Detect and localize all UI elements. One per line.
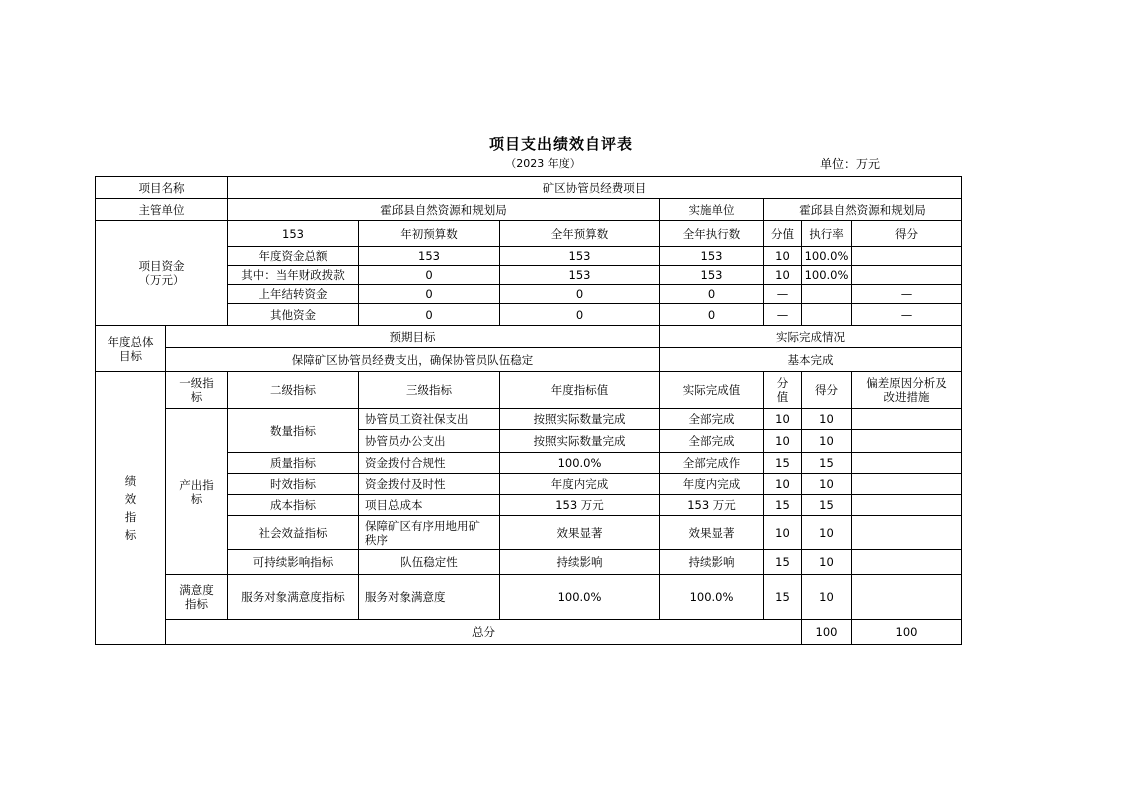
- indicator-level2: 服务对象满意度指标: [228, 575, 359, 620]
- indicator-analysis: [852, 575, 962, 620]
- indicator-analysis: [852, 453, 962, 474]
- performance-label: 绩 效 指 标: [96, 372, 166, 645]
- funds-cell: 153: [660, 247, 764, 266]
- funds-cell: —: [852, 285, 962, 304]
- indicator-level3: 项目总成本: [359, 495, 500, 516]
- funds-cell: 153: [500, 266, 660, 285]
- funds-top-left: 153: [228, 221, 359, 247]
- funds-cell: 153: [500, 247, 660, 266]
- analysis-header: 偏差原因分析及 改进措施: [852, 372, 962, 409]
- indicator-analysis: [852, 495, 962, 516]
- actual-completion-label: 实际完成情况: [660, 326, 962, 348]
- funds-header: 得分: [852, 221, 962, 247]
- indicator-level3: 协管员办公支出: [359, 430, 500, 453]
- funds-row-label: 上年结转资金: [228, 285, 359, 304]
- indicator-score-value: 15: [764, 453, 802, 474]
- goals-label: 年度总体 目标: [96, 326, 166, 372]
- indicator-level2: 时效指标: [228, 474, 359, 495]
- indicator-score: 10: [802, 409, 852, 430]
- indicator-target: 153 万元: [500, 495, 660, 516]
- funds-cell: —: [764, 285, 802, 304]
- funds-header: 分值: [764, 221, 802, 247]
- funds-cell: 153: [359, 247, 500, 266]
- indicator-score-value: 10: [764, 430, 802, 453]
- indicator-target: 按照实际数量完成: [500, 409, 660, 430]
- indicator-score: 10: [802, 430, 852, 453]
- indicator-score-value: 10: [764, 516, 802, 550]
- indicator-level3: 服务对象满意度: [359, 575, 500, 620]
- funds-row-label: 其中：当年财政拨款: [228, 266, 359, 285]
- funds-cell: [802, 285, 852, 304]
- unit-label: 单位：万元: [820, 157, 881, 171]
- expected-goal-label: 预期目标: [166, 326, 660, 348]
- indicator-actual: 100.0%: [660, 575, 764, 620]
- total-label: 总分: [166, 620, 802, 645]
- level3-header: 三级指标: [359, 372, 500, 409]
- funds-cell: —: [852, 304, 962, 326]
- funds-row-label: 年度资金总额: [228, 247, 359, 266]
- dept-value: 霍邱县自然资源和规划局: [228, 199, 660, 221]
- funds-header: 年初预算数: [359, 221, 500, 247]
- indicator-actual: 153 万元: [660, 495, 764, 516]
- indicator-actual: 效果显著: [660, 516, 764, 550]
- funds-cell: 10: [764, 247, 802, 266]
- indicator-level2: 质量指标: [228, 453, 359, 474]
- indicator-analysis: [852, 474, 962, 495]
- impl-value: 霍邱县自然资源和规划局: [764, 199, 962, 221]
- level2-header: 二级指标: [228, 372, 359, 409]
- indicator-target: 按照实际数量完成: [500, 430, 660, 453]
- funds-cell: 100.0%: [802, 266, 852, 285]
- funds-row-label: 其他资金: [228, 304, 359, 326]
- indicator-target: 持续影响: [500, 550, 660, 575]
- indicator-score-value: 15: [764, 495, 802, 516]
- funds-cell: [852, 266, 962, 285]
- indicator-level3: 保障矿区有序用地用矿 秩序: [359, 516, 500, 550]
- funds-cell: 10: [764, 266, 802, 285]
- indicator-target: 年度内完成: [500, 474, 660, 495]
- indicator-actual: 全部完成作: [660, 453, 764, 474]
- funds-cell: 0: [359, 304, 500, 326]
- indicator-score: 10: [802, 575, 852, 620]
- funds-cell: 0: [500, 304, 660, 326]
- funds-cell: —: [764, 304, 802, 326]
- satisfaction-indicator-label: 满意度 指标: [166, 575, 228, 620]
- indicator-actual: 全部完成: [660, 430, 764, 453]
- indicator-level2: 成本指标: [228, 495, 359, 516]
- funds-cell: 0: [500, 285, 660, 304]
- quantity-indicator-label: 数量指标: [228, 409, 359, 453]
- actual-header: 实际完成值: [660, 372, 764, 409]
- indicator-target: 效果显著: [500, 516, 660, 550]
- indicator-score: 15: [802, 453, 852, 474]
- funds-label: 项目资金 （万元）: [96, 221, 228, 326]
- total-score: 100: [852, 620, 962, 645]
- funds-cell: 0: [660, 285, 764, 304]
- indicator-analysis: [852, 430, 962, 453]
- output-indicator-label: 产出指 标: [166, 409, 228, 575]
- evaluation-table: [95, 176, 962, 645]
- actual-completion: 基本完成: [660, 348, 962, 372]
- target-header: 年度指标值: [500, 372, 660, 409]
- indicator-level2: 可持续影响指标: [228, 550, 359, 575]
- indicator-score-value: 10: [764, 409, 802, 430]
- score-value-header: 分 值: [764, 372, 802, 409]
- score-header: 得分: [802, 372, 852, 409]
- indicator-score: 15: [802, 495, 852, 516]
- funds-cell: [852, 247, 962, 266]
- dept-label: 主管单位: [96, 199, 228, 221]
- project-name: 矿区协管员经费项目: [228, 177, 962, 199]
- indicator-score-value: 15: [764, 550, 802, 575]
- funds-cell: 0: [660, 304, 764, 326]
- funds-header: 执行率: [802, 221, 852, 247]
- funds-cell: 0: [359, 285, 500, 304]
- indicator-analysis: [852, 516, 962, 550]
- year-label: （2023 年度）: [505, 157, 581, 170]
- indicator-score: 10: [802, 516, 852, 550]
- indicator-target: 100.0%: [500, 575, 660, 620]
- indicator-target: 100.0%: [500, 453, 660, 474]
- page-title: 项目支出绩效自评表: [488, 135, 633, 153]
- project-name-label: 项目名称: [96, 177, 228, 199]
- indicator-level3: 协管员工资社保支出: [359, 409, 500, 430]
- indicator-score-value: 10: [764, 474, 802, 495]
- indicator-level3: 队伍稳定性: [359, 550, 500, 575]
- indicator-analysis: [852, 550, 962, 575]
- indicator-level3: 资金拨付及时性: [359, 474, 500, 495]
- funds-cell: 0: [359, 266, 500, 285]
- indicator-actual: 年度内完成: [660, 474, 764, 495]
- indicator-actual: 全部完成: [660, 409, 764, 430]
- impl-label: 实施单位: [660, 199, 764, 221]
- indicator-level3: 资金拨付合规性: [359, 453, 500, 474]
- indicator-score: 10: [802, 474, 852, 495]
- funds-header: 全年执行数: [660, 221, 764, 247]
- level1-header: 一级指 标: [166, 372, 228, 409]
- indicator-analysis: [852, 409, 962, 430]
- funds-cell: 100.0%: [802, 247, 852, 266]
- total-score-value: 100: [802, 620, 852, 645]
- indicator-score: 10: [802, 550, 852, 575]
- indicator-score-value: 15: [764, 575, 802, 620]
- funds-header: 全年预算数: [500, 221, 660, 247]
- indicator-level2: 社会效益指标: [228, 516, 359, 550]
- indicator-actual: 持续影响: [660, 550, 764, 575]
- expected-goal: 保障矿区协管员经费支出，确保协管员队伍稳定: [166, 348, 660, 372]
- funds-cell: 153: [660, 266, 764, 285]
- funds-cell: [802, 304, 852, 326]
